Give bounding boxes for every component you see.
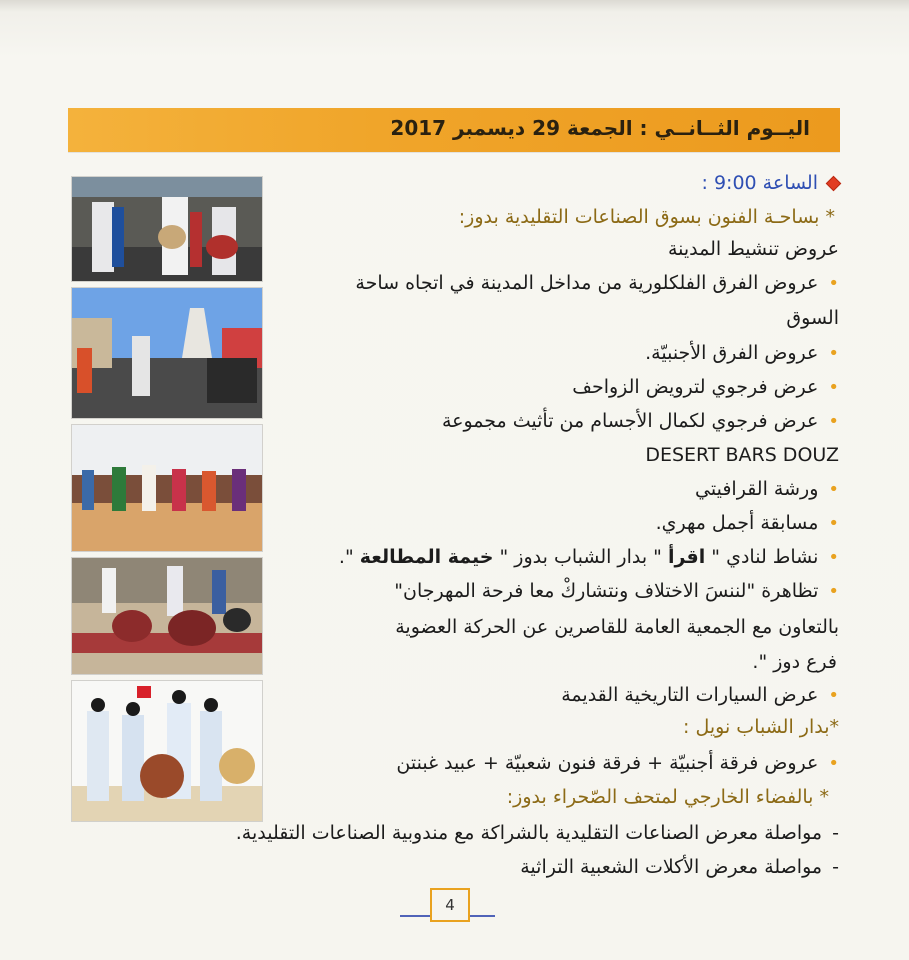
top-edge: [0, 0, 909, 12]
photo-parade-drummers: [71, 176, 263, 282]
reading-club-mid: " بدار الشباب بدوز ": [493, 546, 668, 568]
item-food-exhibition: [520, 854, 839, 880]
location-heading-1: * بساحـة الفنون بسوق الصناعات التقليدية بدوز:: [458, 206, 835, 228]
item-classic-cars-text: عرض السيارات التاريخية القديمة: [561, 684, 819, 706]
time-line: [702, 170, 840, 196]
location-heading-3: * بالفضاء الخارجي لمتحف الصّحراء بدوز:: [506, 786, 829, 808]
item-inclusion-partner: بالتعاون مع الجمعية العامة للقاصرين عن الحركة العضوية: [395, 616, 839, 638]
item-bodybuilding-show: [442, 408, 839, 435]
item-reading-club: [339, 544, 839, 571]
item-camel-contest: [656, 510, 839, 537]
photo-desert-women: [71, 424, 263, 552]
item-folklore-troupes: [355, 270, 839, 297]
photo-drum-dancers: [71, 680, 263, 822]
day-header-band: [68, 108, 840, 152]
diamond-icon: [826, 176, 842, 192]
item-foreign-troupes-text: عروض الفرق الأجنبيّة.: [645, 342, 819, 364]
reading-club-post: ".: [338, 546, 360, 568]
reading-tent-name: خيمة المطالعة: [359, 546, 494, 568]
page-number: 4: [430, 888, 470, 922]
item-youth-house-shows-text: عروض فرقة أجنبيّة + فرقة فنون شعبيّة + عبيد غبنتن: [396, 752, 819, 774]
photo-seated-performers: [71, 557, 263, 675]
item-bodybuilding-group: DESERT BARS DOUZ: [645, 444, 839, 466]
day-header-title: اليــوم الثــانــي : الجمعة 29 ديسمبر 2017: [390, 116, 810, 140]
location-heading-2: *بدار الشباب نويل :: [683, 716, 839, 738]
item-food-exhibition-text: مواصلة معرض الأكلات الشعبية التراثية: [520, 856, 823, 878]
item-crafts-exhibition-text: مواصلة معرض الصناعات التقليدية بالشراكة مع مندوبية الصناعات التقليدية.: [235, 822, 823, 844]
item-reptile-show-text: عرض فرجوي لترويض الزواحف: [572, 376, 819, 398]
item-foreign-troupes: [645, 340, 839, 367]
time-label: الساعة 9:00 :: [701, 172, 818, 194]
reading-club-pre: نشاط لنادي ": [705, 546, 819, 568]
item-graffiti-workshop-text: ورشة القرافيتي: [695, 478, 819, 500]
item-town-animation: عروض تنشيط المدينة: [667, 238, 839, 260]
item-inclusion-branch: فرع دوز ".: [752, 651, 837, 673]
photo-street-performance: [71, 287, 263, 419]
item-folklore-troupes-text: عروض الفرق الفلكلورية من مداخل المدينة في اتجاه ساحة: [355, 272, 819, 294]
item-classic-cars: [561, 682, 839, 709]
item-camel-contest-text: مسابقة أجمل مهري.: [655, 512, 819, 534]
item-folklore-troupes-cont: السوق: [786, 307, 839, 329]
item-youth-house-shows: [396, 750, 839, 777]
item-inclusion-event: [394, 578, 839, 605]
item-inclusion-event-text: تظاهرة "لننسَ الاختلاف ونتشاركْ معا فرحة المهرجان": [394, 580, 819, 602]
item-crafts-exhibition: [236, 820, 839, 846]
item-graffiti-workshop: [695, 476, 839, 503]
item-bodybuilding-show-text: عرض فرجوي لكمال الأجسام من تأثيث مجموعة: [441, 410, 819, 432]
reading-club-name: اقرأ: [667, 546, 706, 568]
item-reptile-show: [572, 374, 839, 401]
